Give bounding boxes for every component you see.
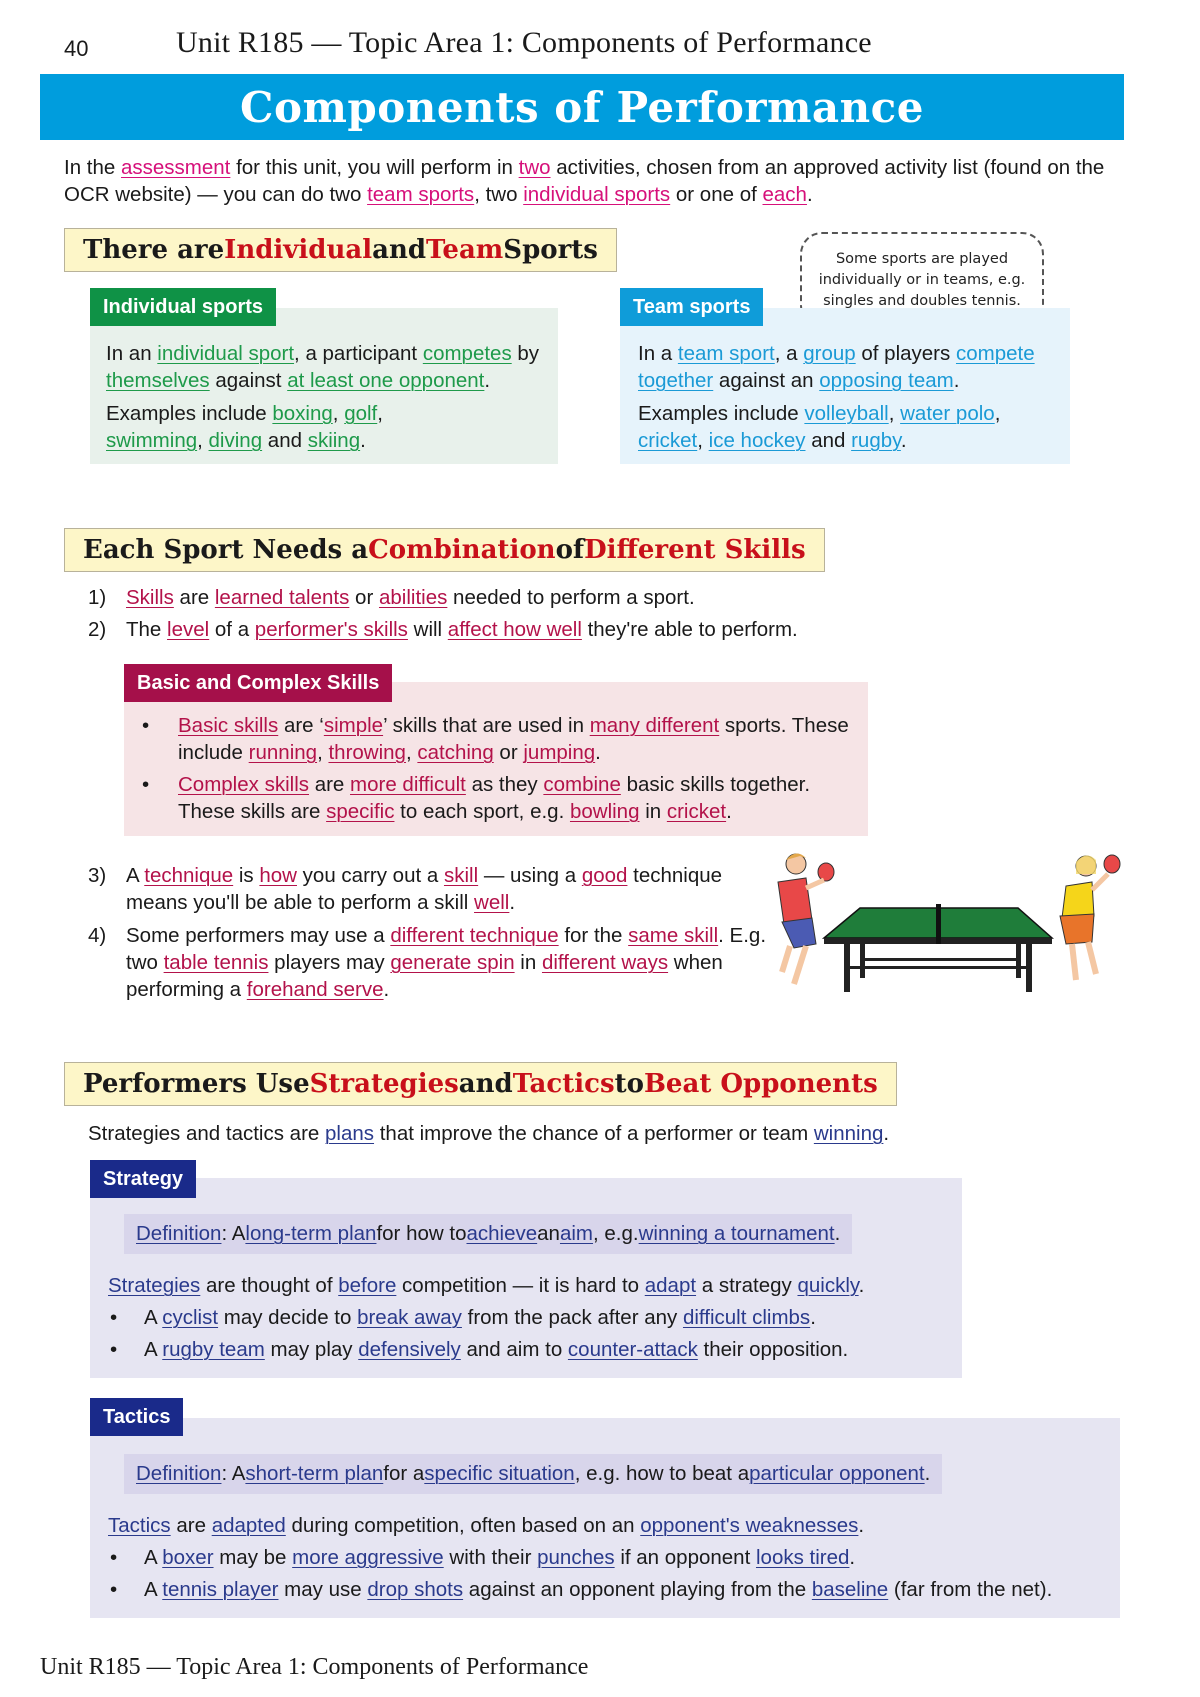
keyword: good (581, 864, 628, 887)
text: are thought of (200, 1274, 339, 1297)
text: Performers Use (83, 1069, 310, 1099)
keyword: adapt (644, 1274, 697, 1297)
text: of players (855, 342, 956, 365)
text: needed to perform a sport. (447, 586, 695, 609)
keyword: looks tired (755, 1546, 850, 1569)
keyword: achieve (466, 1222, 538, 1245)
keyword: running (248, 741, 318, 764)
basic-complex-bullets (124, 712, 864, 830)
text: — using a (478, 864, 582, 887)
text: against (209, 369, 288, 392)
text: Some performers may use a (126, 924, 391, 947)
keyword: drop shots (367, 1578, 464, 1601)
keyword: team sport (677, 342, 775, 365)
keyword: baseline (811, 1578, 889, 1601)
keyword: well (474, 891, 510, 914)
text: is (233, 864, 260, 887)
text: A (126, 864, 145, 887)
keyword: long-term plan (245, 1222, 377, 1245)
keyword: many different (589, 714, 720, 737)
text: . (509, 891, 516, 914)
text: and (805, 429, 852, 452)
text: you carry out a (296, 864, 444, 887)
keyword: swimming (106, 429, 198, 452)
item-number: 2) (88, 618, 107, 641)
text: that improve the chance of a performer or team (374, 1122, 814, 1145)
keyword: opponent's weaknesses (640, 1514, 859, 1537)
text: may be (213, 1546, 293, 1569)
keyword: compete together (638, 342, 1035, 392)
strategy-bullet-cyclist (108, 1304, 958, 1331)
keyword: volleyball (804, 402, 889, 425)
keyword: assessment (121, 156, 231, 179)
text: basic skills together. These skills are (178, 773, 811, 823)
text: . (810, 1306, 816, 1329)
text: . (858, 1514, 865, 1537)
strategy-definition (124, 1214, 852, 1254)
text: and (458, 1069, 513, 1099)
keyword: more difficult (350, 773, 466, 796)
strategy-content (108, 1272, 958, 1368)
text: , (317, 741, 329, 764)
keyword: simple (323, 714, 384, 737)
text: with their (443, 1546, 538, 1569)
keyword: technique (144, 864, 234, 887)
text: Beat Opponents (643, 1069, 878, 1099)
keyword: difficult climbs (682, 1306, 811, 1329)
keyword: generate spin (390, 951, 515, 974)
text: , (377, 402, 383, 425)
numbered-item-1 (88, 584, 1088, 611)
keyword: bowling (569, 800, 640, 823)
text: Strategies (309, 1069, 459, 1099)
text: , (994, 402, 1001, 425)
keyword: Basic skills (178, 714, 279, 737)
keyword: Definition (136, 1462, 222, 1485)
keyword: adapted (211, 1514, 286, 1537)
team-sports-tag: Team sports (620, 288, 763, 326)
text: , e.g. (593, 1222, 639, 1245)
text: to (614, 1069, 644, 1099)
text: . (858, 1274, 865, 1297)
text: . (806, 183, 813, 206)
keyword: break away (357, 1306, 462, 1329)
text: or one of (670, 183, 763, 206)
keyword: individual sports (523, 183, 671, 206)
text: if an opponent (614, 1546, 756, 1569)
keyword: Definition (136, 1222, 222, 1245)
text: . (924, 1462, 931, 1485)
item-number: 4) (88, 924, 107, 947)
text: and aim to (460, 1338, 568, 1361)
text: a strategy (696, 1274, 798, 1297)
keyword: competes (422, 342, 512, 365)
text: , two (474, 183, 524, 206)
text: may play (264, 1338, 359, 1361)
section-heading-individual-team (64, 228, 617, 272)
text: activities, chosen from an approved activity list (found on the OCR website) — you can do two (64, 156, 1105, 206)
text: and (262, 429, 308, 452)
text: are (170, 1514, 212, 1537)
bullet-icon: • (110, 1578, 118, 1601)
text: during competition, often based on an (285, 1514, 641, 1537)
keyword: water polo (900, 402, 995, 425)
tactics-bullet-boxer (108, 1544, 1118, 1571)
keyword: rugby team (162, 1338, 265, 1361)
keyword: ice hockey (708, 429, 806, 452)
text: they're able to perform. (581, 618, 798, 641)
keyword: forehand serve (246, 978, 384, 1001)
keyword: defensively (358, 1338, 461, 1361)
text: when performing a (126, 951, 723, 1001)
text: A (144, 1306, 163, 1329)
text: are (309, 773, 351, 796)
keyword: at least one opponent (287, 369, 485, 392)
keyword: learned talents (214, 586, 350, 609)
keyword: golf (344, 402, 378, 425)
keyword: different ways (541, 951, 669, 974)
keyword: Tactics (108, 1514, 171, 1537)
tactics-definition (124, 1454, 942, 1494)
text: . (726, 800, 732, 823)
text: , a participant (294, 342, 423, 365)
keyword: punches (537, 1546, 615, 1569)
text: . (849, 1546, 856, 1569)
keyword: before (338, 1274, 397, 1297)
team-sports-text (638, 340, 1068, 454)
keyword: specific (326, 800, 395, 823)
tactics-line (108, 1512, 1118, 1539)
page-number: 40 (64, 36, 89, 61)
keyword: Skills (126, 586, 174, 609)
text: Examples include (106, 402, 273, 425)
text: Strategies and tactics are (88, 1122, 326, 1145)
text: for this unit, you will perform in (230, 156, 519, 179)
text: ’ skills that are used in (383, 714, 590, 737)
text: . (484, 369, 491, 392)
text: from the pack after any (461, 1306, 683, 1329)
text: sports. These include (178, 714, 849, 764)
keyword: counter-attack (567, 1338, 698, 1361)
text: , (197, 429, 209, 452)
text: in (514, 951, 542, 974)
text: and (372, 235, 427, 265)
individual-examples (106, 400, 556, 454)
tactics-tag: Tactics (90, 1398, 183, 1436)
text: There are (83, 235, 225, 265)
keyword: boxing (272, 402, 333, 425)
bullet-icon: • (110, 1338, 118, 1361)
keyword: boxer (162, 1546, 214, 1569)
text: Tactics (512, 1069, 615, 1099)
text: (far from the net). (888, 1578, 1053, 1601)
numbered-item-4 (88, 922, 768, 1003)
keyword: quickly (797, 1274, 859, 1297)
page-title-banner (40, 74, 1124, 140)
keyword: Strategies (108, 1274, 201, 1297)
basic-complex-skills-tag: Basic and Complex Skills (124, 664, 392, 702)
text: . (595, 741, 601, 764)
table-tennis-illustration (760, 850, 1140, 1010)
tactics-content (108, 1512, 1118, 1608)
keyword: opposing team (819, 369, 954, 392)
keyword: team sports (367, 183, 475, 206)
text: technique means you'll be able to perform a skill (126, 864, 723, 914)
text: In the (64, 156, 121, 179)
keyword: same skill (628, 924, 719, 947)
strategies-intro (88, 1120, 889, 1147)
keyword: table tennis (163, 951, 269, 974)
text: to each sport, e.g. (394, 800, 570, 823)
text: Team (426, 235, 504, 265)
keyword: abilities (378, 586, 448, 609)
text: Individual (224, 235, 373, 265)
text: or (349, 586, 379, 609)
text: in (639, 800, 667, 823)
bullet-basic-skills (124, 712, 864, 766)
text: , (697, 429, 709, 452)
text: . (383, 978, 390, 1001)
keyword: two (518, 156, 551, 179)
text: their opposition. (697, 1338, 849, 1361)
text: In a (638, 342, 678, 365)
text: against an opponent playing from the (463, 1578, 812, 1601)
keyword: level (167, 618, 210, 641)
text: may decide to (218, 1306, 358, 1329)
text: are ‘ (278, 714, 324, 737)
running-title: Unit R185 — Topic Area 1: Components of Performance (176, 26, 872, 59)
tactics-bullet-tennis (108, 1576, 1118, 1603)
footer-running-title: Unit R185 — Topic Area 1: Components of Performance (40, 1654, 589, 1680)
text: . (834, 1222, 841, 1245)
text: an (537, 1222, 560, 1245)
page-title: Components of Performance (240, 82, 924, 132)
numbered-item-3 (88, 862, 768, 916)
keyword: cricket (666, 800, 727, 823)
team-examples (638, 400, 1068, 454)
text: by (511, 342, 540, 365)
bullet-icon: • (142, 773, 150, 796)
keyword: aim (559, 1222, 594, 1245)
keyword: jumping (523, 741, 596, 764)
text: , (888, 402, 901, 425)
keyword: more aggressive (292, 1546, 444, 1569)
keyword: plans (325, 1122, 375, 1145)
keyword: themselves (106, 369, 210, 392)
keyword: particular opponent (749, 1462, 925, 1485)
text: Different Skills (584, 535, 806, 565)
text: . (883, 1122, 890, 1145)
strategy-bullet-rugby (108, 1336, 958, 1363)
text: , a (774, 342, 804, 365)
team-definition (638, 340, 1068, 394)
keyword: specific situation (424, 1462, 575, 1485)
text: A (144, 1338, 163, 1361)
keyword: cricket (638, 429, 698, 452)
text: . (900, 429, 907, 452)
text: of a (209, 618, 255, 641)
text: may use (278, 1578, 368, 1601)
intro-paragraph (64, 154, 1124, 208)
text: competition — it is hard to (396, 1274, 645, 1297)
text: as they (465, 773, 544, 796)
bullet-icon: • (110, 1546, 118, 1569)
text: Examples include (638, 402, 805, 425)
text: In an (106, 342, 158, 365)
strategy-tag: Strategy (90, 1160, 196, 1198)
individual-definition (106, 340, 556, 394)
text: The (126, 618, 168, 641)
text: . (953, 369, 960, 392)
text: A (144, 1578, 163, 1601)
keyword: Complex skills (178, 773, 309, 796)
text: : A (221, 1222, 246, 1245)
individual-sports-text (106, 340, 556, 454)
keyword: affect how well (447, 618, 582, 641)
numbered-item-2 (88, 616, 1088, 643)
keyword: combine (543, 773, 621, 796)
keyword: cyclist (162, 1306, 219, 1329)
table-tennis-icon (760, 850, 1140, 1010)
section-heading-skills (64, 528, 825, 572)
text: for a (383, 1462, 425, 1485)
text: players may (268, 951, 391, 974)
note-bubble: Some sports are played individually or in teams, e.g. singles and doubles tennis. (818, 250, 1026, 309)
keyword: tennis player (162, 1578, 279, 1601)
keyword: performer's skills (254, 618, 408, 641)
individual-sports-tag: Individual sports (90, 288, 276, 326)
keyword: winning a tournament (638, 1222, 835, 1245)
bullet-complex-skills (124, 771, 864, 825)
text: will (407, 618, 448, 641)
keyword: each (762, 183, 807, 206)
item-number: 3) (88, 864, 107, 887)
keyword: catching (417, 741, 494, 764)
text: , (405, 741, 418, 764)
text: , e.g. how to beat a (574, 1462, 750, 1485)
text: , (332, 402, 345, 425)
keyword: different technique (390, 924, 559, 947)
keyword: short-term plan (245, 1462, 384, 1485)
text: against an (713, 369, 820, 392)
text: . (360, 429, 366, 452)
bullet-icon: • (110, 1306, 118, 1329)
strategy-line (108, 1272, 958, 1299)
item-number: 1) (88, 586, 107, 609)
keyword: rugby (851, 429, 901, 452)
keyword: how (259, 864, 297, 887)
text: Each Sport Needs a (83, 535, 369, 565)
text: or (493, 741, 524, 764)
text: . E.g. two (126, 924, 767, 974)
keyword: throwing (328, 741, 406, 764)
keyword: skill (443, 864, 479, 887)
text: A (144, 1546, 163, 1569)
text: of (555, 535, 585, 565)
bullet-icon: • (142, 714, 150, 737)
text: : A (221, 1462, 246, 1485)
keyword: skiing (307, 429, 361, 452)
text: are (173, 586, 215, 609)
text: for the (558, 924, 629, 947)
keyword: group (803, 342, 856, 365)
keyword: winning (813, 1122, 884, 1145)
text: Combination (368, 535, 556, 565)
text: Sports (503, 235, 598, 265)
keyword: individual sport (157, 342, 295, 365)
keyword: diving (208, 429, 263, 452)
text: for how to (376, 1222, 467, 1245)
section-heading-strategies-tactics (64, 1062, 897, 1106)
